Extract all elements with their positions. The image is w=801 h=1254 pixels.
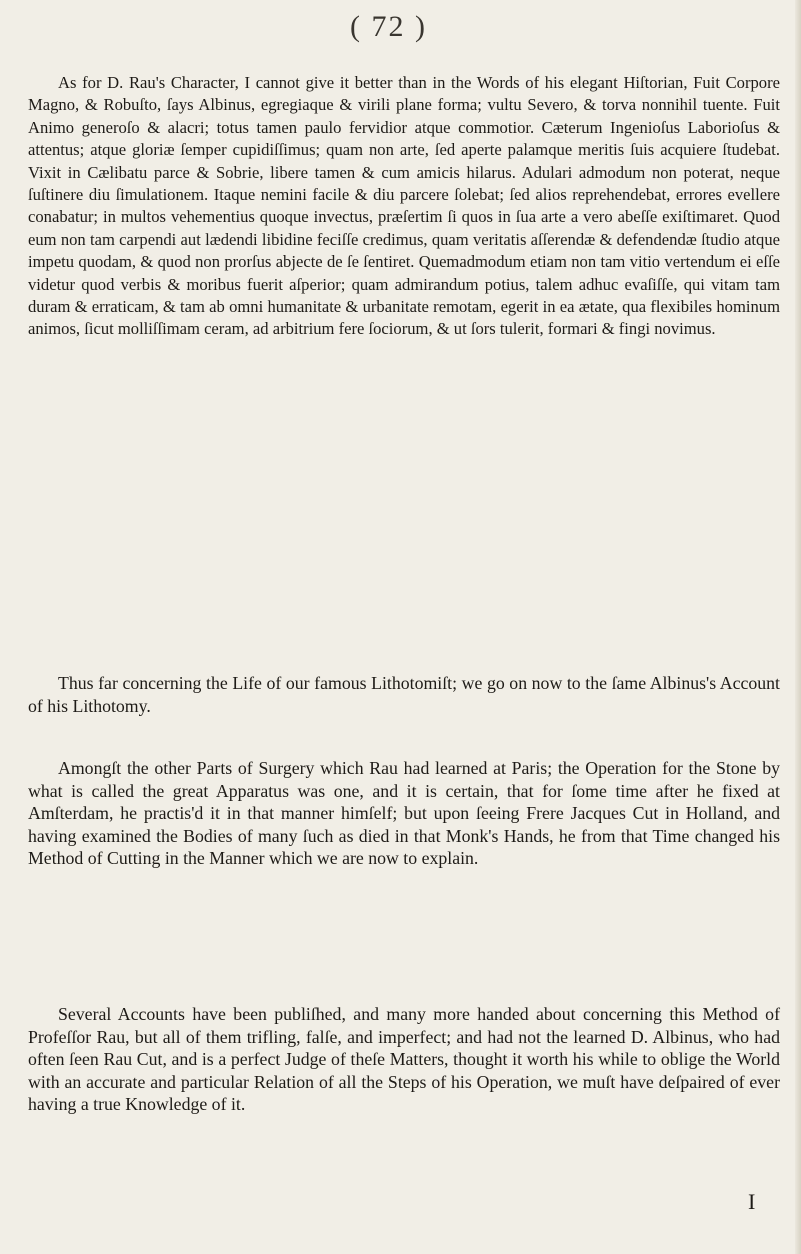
- page-edge: [795, 0, 801, 1254]
- page-number: ( 72 ): [350, 10, 427, 43]
- catchword: I: [748, 1189, 756, 1214]
- latin-quotation-paragraph: As for D. Rau's Character, I cannot give it better than in the Words of his elegant Hiſtorian, Fuit Corpore Magno, & Robuſto, ſays Albinus, egregiaque & virili plane forma; vultu Severo, & torva nonnihil tuente. Fuit Animo generoſo & alacri; totus tamen paulo fervidior atque commotior. Cæterum Ingenioſus Laborioſus & attentus; atque gloriæ ſemper cupidiſſimus; quam non arte, ſed aperte palamque meritis ſuis acquiere ſtudebat. Vixit in Cælibatu parce & Sobrie, libere tamen & cum amicis hilarus. Adulari admodum non poterat, neque ſuſtinere diu ſimulationem. Itaque nemini facile & diu parcere ſolebat; ſed alios reprehendebat, errores evellere conabatur; in multos vehementius quoque invectus, præſertim ſi quos in ſua arte a vero abeſſe exiſtimaret. Quod eum non tam carpendi aut lædendi libidine feciſſe credimus, quam veritatis aſſerendæ & defendendæ ſtudio atque impetu quodam, & quod non prorſus abjecte de ſe ſentiret. Quemadmodum etiam non tam vitio vertendum ei eſſe videtur quod verbis & moribus fuerit aſperior; quam admirandum potius, talem adhuc evaſiſſe, qui vitam tam duram & erraticam, & tam ab omni humanitate & urbanitate remotam, egerit in ea ætate, qua flexibiles hominum animos, ſicut molliſſimam ceram, ad arbitrium fere ſociorum, & ut ſors tulerit, formari & fingi novimus.: [28, 73, 780, 339]
- body-paragraph-surgery: Amongſt the other Parts of Surgery which Rau had learned at Paris; the Operation for the Stone by what is called the great Apparatus was one, and it is certain, that for ſome time after he fixed at Amſterdam, he practis'd it in that manner himſelf; but upon ſeeing Frere Jacques Cut in Holland, and having examined the Bodies of many ſuch as died in that Monk's Hands, he from that Time changed his Method of Cutting in the Manner which we are now to explain.: [28, 758, 780, 869]
- body-paragraph-lithotomist: Thus far concerning the Life of our famous Lithotomiſt; we go on now to the ſame Albinus's Account of his Lithotomy.: [28, 673, 780, 716]
- body-paragraph-accounts: Several Accounts have been publiſhed, and many more handed about concerning this Method of Profeſſor Rau, but all of them trifling, falſe, and imperfect; and had not the learned D. Albinus, who had often ſeen Rau Cut, and is a perfect Judge of theſe Matters, thought it worth his while to oblige the World with an accurate and particular Relation of all the Steps of his Operation, we muſt have deſpaired of ever having a true Knowledge of it.: [28, 1004, 780, 1115]
- page-header: [0, 4, 801, 54]
